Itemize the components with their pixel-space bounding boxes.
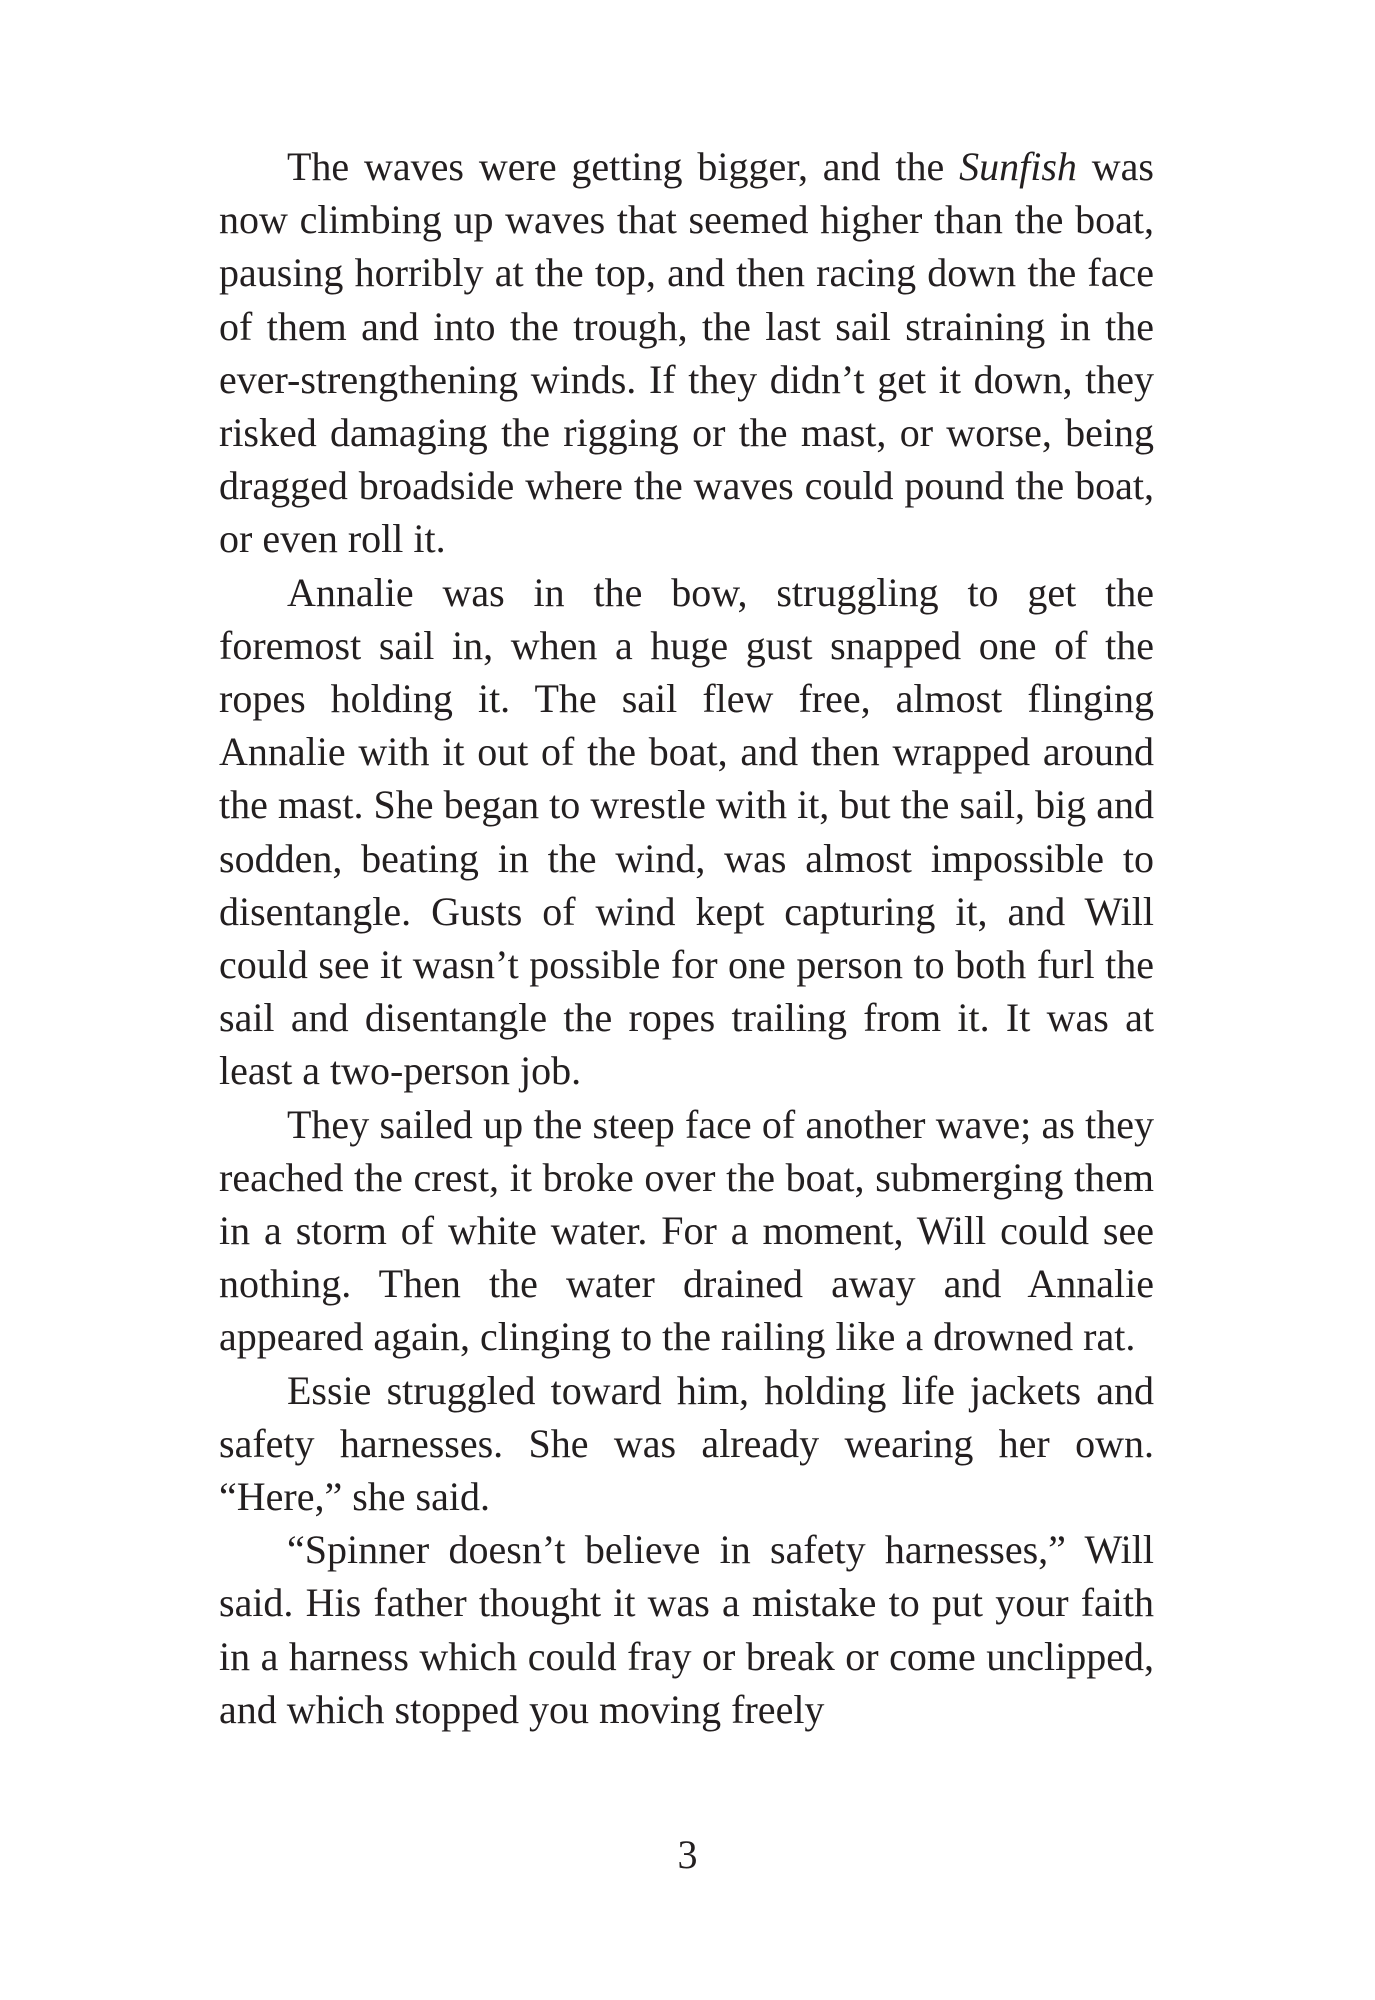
paragraph-4: Essie struggled toward him, holding life jackets and safety harnesses. She was already wearing her own. “Here,” she said. [219, 1367, 1154, 1520]
paragraph-1-after: was now climbing up waves that seemed higher than the boat, pausing horribly at the top, and then racing down the face of them and into the trough, the last sail straining in the ever-strengthening winds. If they didn’t get it down, they risked damaging the rigging or the mast, or worse, being dragged broadside where the waves could pound the boat, or even roll it. [219, 144, 1154, 562]
paragraph-5: “Spinner doesn’t believe in safety harnesses,” Will said. His father thought it was a mistake to put your faith in a harness which could fray or break or come unclipped, and which stopped you moving freely [219, 1527, 1154, 1732]
paragraph-2: Annalie was in the bow, struggling to get the foremost sail in, when a huge gust snapped one of the ropes holding it. The sail flew free, almost flinging Annalie with it out of the boat, and then wrapped around the mast. She began to wrestle with it, but the sail, big and sodden, beating in the wind, was almost impossible to disentangle. Gusts of wind kept capturing it, and Will could see it wasn’t possible for one person to both furl the sail and disentangle the ropes trailing from it. It was at least a two-person job. [219, 569, 1154, 1094]
page-number: 3 [677, 1832, 698, 1877]
body-text [219, 140, 1154, 1736]
paragraph-1-before: The waves were getting bigger, and the [287, 144, 960, 189]
paragraph-3: They sailed up the steep face of another wave; as they reached the crest, it broke over the boat, submerging them in a storm of white water. For a moment, Will could see nothing. Then the water drained away and Annalie appeared again, clinging to the railing like a drowned rat. [219, 1101, 1154, 1360]
boat-name: Sunfish [959, 144, 1077, 189]
paragraph-1 [219, 140, 1154, 566]
